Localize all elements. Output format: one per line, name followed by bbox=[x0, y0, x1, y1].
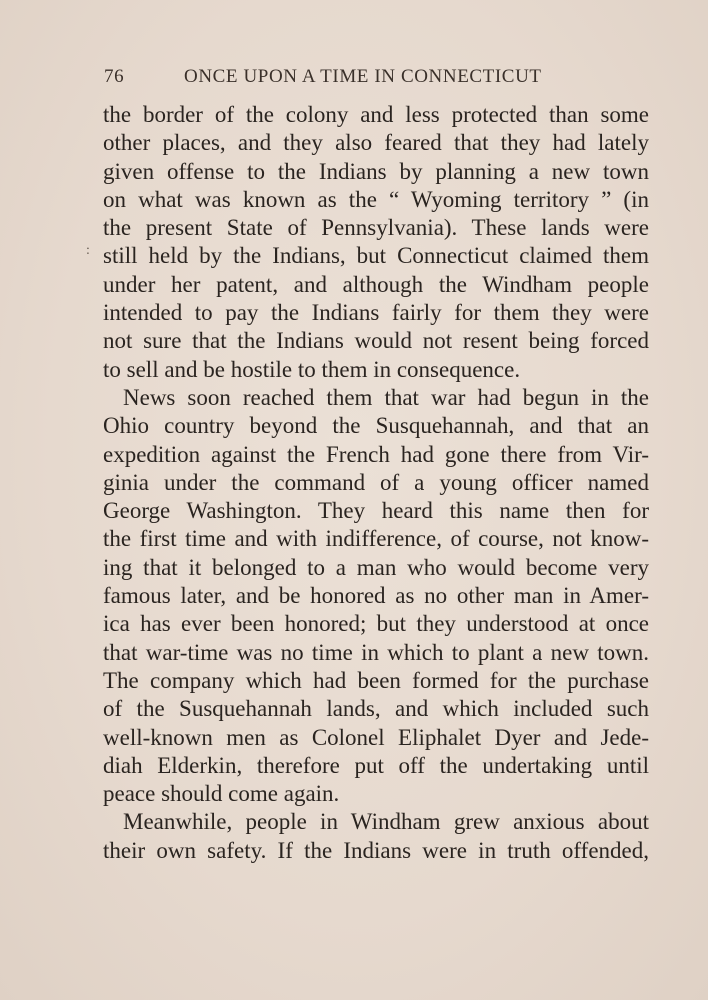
text-line: well-known men as Colonel Eliphalet Dyer and Jede- bbox=[103, 724, 649, 750]
text-line: the present State of Pennsylvania). These lands were bbox=[103, 215, 649, 241]
page-number: 76 bbox=[104, 66, 125, 87]
text-line: diah Elderkin, therefore put off the undertaking until bbox=[103, 752, 649, 778]
text-line: other places, and they also feared that they had lately bbox=[103, 130, 649, 156]
text-line: ginia under the command of a young officer named bbox=[103, 469, 649, 495]
text-line: under her patent, and although the Windham people bbox=[103, 271, 649, 297]
margin-mark: : bbox=[86, 243, 90, 258]
text-line: that war-time was no time in which to plant a new town. bbox=[103, 639, 649, 665]
text-line: expedition against the French had gone there from Vir- bbox=[103, 441, 649, 467]
paragraph-start-line: News soon reached them that war had begun in the bbox=[123, 384, 649, 410]
text-line: the border of the colony and less protected than some bbox=[103, 102, 649, 127]
text-line: Ohio country beyond the Susquehannah, and that an bbox=[103, 413, 649, 439]
text-line: ing that it belonged to a man who would become very bbox=[103, 554, 649, 580]
body-text bbox=[103, 101, 649, 865]
text-line: The company which had been formed for the purchase bbox=[103, 667, 649, 693]
text-line: peace should come again. bbox=[103, 781, 340, 807]
text-line: still held by the Indians, but Connecticut claimed them bbox=[103, 243, 649, 269]
text-line: their own safety. If the Indians were in truth offended, bbox=[103, 837, 649, 863]
running-head: ONCE UPON A TIME IN CONNECTICUT bbox=[184, 66, 542, 87]
text-line: of the Susquehannah lands, and which included such bbox=[103, 696, 649, 722]
text-line: intended to pay the Indians fairly for them they were bbox=[103, 300, 649, 326]
text-line: not sure that the Indians would not resent being forced bbox=[103, 328, 649, 354]
text-line: the first time and with indifference, of course, not know- bbox=[103, 526, 649, 552]
text-line: to sell and be hostile to them in consequence. bbox=[103, 356, 521, 382]
page-header bbox=[104, 66, 649, 96]
text-line: ica has ever been honored; but they understood at once bbox=[103, 611, 649, 637]
text-line: George Washington. They heard this name then for bbox=[103, 498, 649, 524]
text-line: on what was known as the “ Wyoming territory ” (in bbox=[103, 186, 649, 212]
text-line: famous later, and be honored as no other man in Amer- bbox=[103, 583, 649, 609]
text-line: given offense to the Indians by planning a new town bbox=[103, 158, 649, 184]
paragraph-start-line: Meanwhile, people in Windham grew anxious about bbox=[123, 809, 649, 835]
